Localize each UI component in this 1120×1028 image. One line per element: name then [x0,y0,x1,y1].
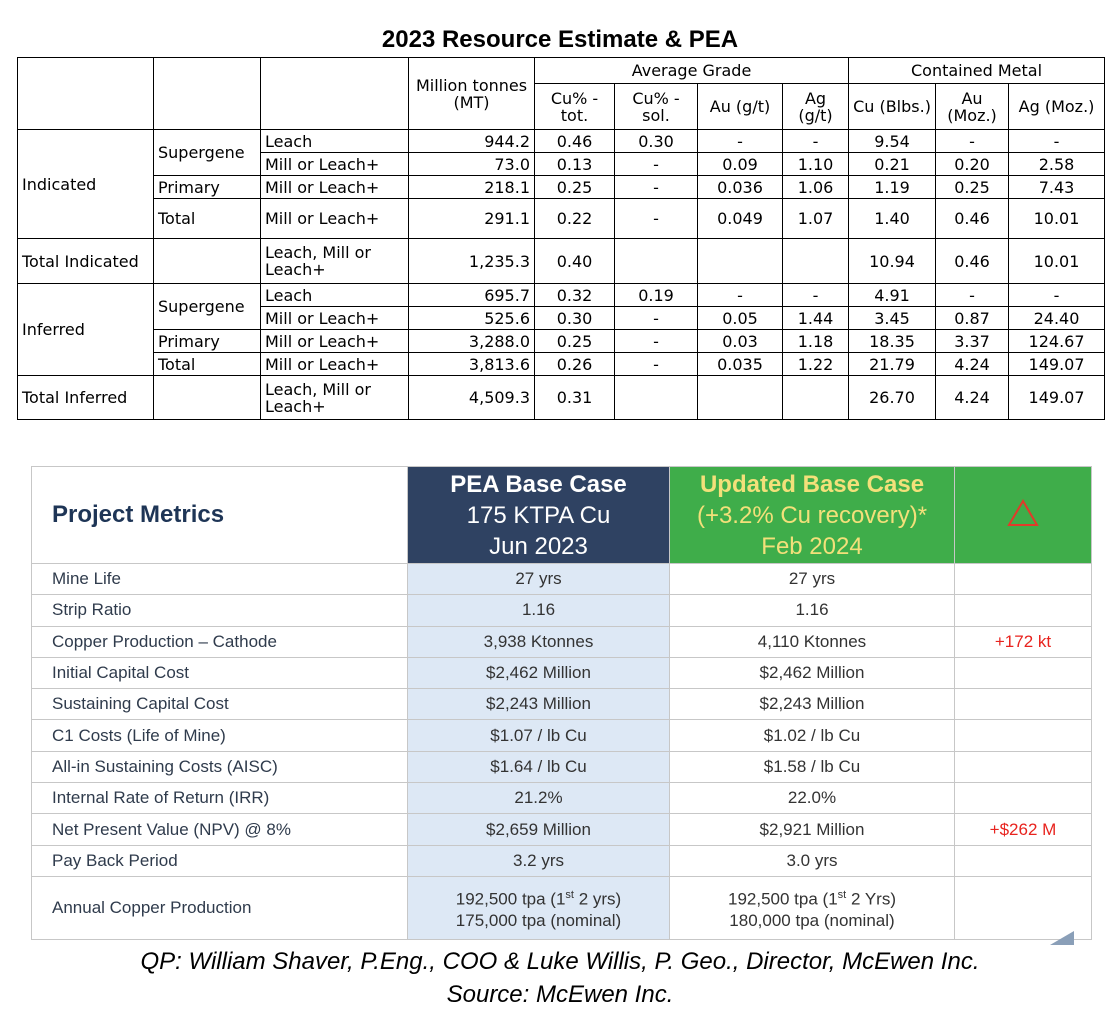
process-cell: Leach [261,284,409,307]
table-row [32,595,1092,626]
ag-metal-cell: 7.43 [1009,176,1105,199]
au-metal-cell: 0.46 [936,199,1009,239]
project-metrics-header: Project Metrics [32,467,408,564]
au-metal-cell: 0.87 [936,307,1009,330]
au-cell: 0.05 [698,307,783,330]
tonnes-cell: 4,509.3 [409,376,535,420]
ag-metal-cell: 24.40 [1009,307,1105,330]
base-value: $2,659 Million [408,814,670,845]
base-annual-line1: 192,500 tpa (1st 2 yrs) [455,889,622,909]
triangle-delta-icon [1006,498,1040,528]
cu-sol-cell: - [615,353,698,376]
updated-value: 4,110 Ktonnes [670,626,955,657]
subgroup-label: Primary [154,176,261,199]
corner-decoration [1050,931,1074,945]
base-value: 27 yrs [408,564,670,595]
subgroup-label: Supergene [154,130,261,176]
cu-sol-cell: 0.30 [615,130,698,153]
metric-label: All-in Sustaining Costs (AISC) [32,751,408,782]
delta-value: +172 kt [955,626,1092,657]
cu-metal-cell: 4.91 [849,284,936,307]
base-value: 3,938 Ktonnes [408,626,670,657]
cu-tot-cell: 0.26 [535,353,615,376]
subgroup-label: Total [154,199,261,239]
metric-label: Annual Copper Production [32,876,408,939]
metric-label: Initial Capital Cost [32,657,408,688]
cu-tot-cell: 0.32 [535,284,615,307]
footer [0,945,1120,1011]
table-row [32,783,1092,814]
table-row [32,751,1092,782]
delta-value [955,845,1092,876]
base-value: 3.2 yrs [408,845,670,876]
updated-value: 27 yrs [670,564,955,595]
cu-sol-cell: - [615,307,698,330]
ag-metal-cell: 124.67 [1009,330,1105,353]
cu-metal-cell: 1.40 [849,199,936,239]
au-metal-cell: 4.24 [936,353,1009,376]
ag-cell: - [783,130,849,153]
cu-metal-cell: 3.45 [849,307,936,330]
ag-cell: 1.18 [783,330,849,353]
delta-value [955,783,1092,814]
cu-tot-cell: 0.40 [535,239,615,284]
pea-base-subtitle: 175 KTPA Cu [466,501,611,529]
metric-label: C1 Costs (Life of Mine) [32,720,408,751]
ag-metal-cell: 10.01 [1009,199,1105,239]
tonnes-cell: 291.1 [409,199,535,239]
table-row [32,814,1092,845]
cu-sol-cell: - [615,176,698,199]
ag-metal-cell: 10.01 [1009,239,1105,284]
cu-metal-cell: 9.54 [849,130,936,153]
updated-annual-line2: 180,000 tpa (nominal) [729,910,895,930]
au-cell: 0.036 [698,176,783,199]
cu-sol-cell [615,376,698,420]
updated-value: $1.58 / lb Cu [670,751,955,782]
subgroup-label: Primary [154,330,261,353]
ag-metal-cell: 2.58 [1009,153,1105,176]
tonnes-cell: 3,288.0 [409,330,535,353]
process-cell: Mill or Leach+ [261,153,409,176]
updated-value: $2,243 Million [670,689,955,720]
process-cell: Mill or Leach+ [261,199,409,239]
cu-tot-cell: 0.30 [535,307,615,330]
source-credit: Source: McEwen Inc. [446,981,674,1008]
process-cell: Leach [261,130,409,153]
header-blank [154,58,261,130]
ag-metal-cell: - [1009,284,1105,307]
qp-credit: QP: William Shaver, P.Eng., COO & Luke Willis, P. Geo., Director, McEwen Inc. [140,948,980,975]
metric-label: Pay Back Period [32,845,408,876]
pea-base-title: PEA Base Case [450,470,627,498]
updated-base-date: Feb 2024 [761,532,863,560]
cu-metal-header: Cu (Blbs.) [849,84,936,130]
table-row [18,176,1105,199]
base-value: 21.2% [408,783,670,814]
tonnes-cell: 73.0 [409,153,535,176]
base-annual-line2: 175,000 tpa (nominal) [455,910,622,930]
cu-sol-header: Cu% - sol. [615,84,698,130]
resource-estimate-table [17,57,1105,420]
group-label: Total Inferred [18,376,154,420]
updated-value: $2,462 Million [670,657,955,688]
metric-label: Internal Rate of Return (IRR) [32,783,408,814]
blank-cell [154,376,261,420]
au-metal-cell: - [936,130,1009,153]
metric-label: Mine Life [32,564,408,595]
header-blank [18,58,154,130]
ag-cell: 1.06 [783,176,849,199]
cu-sol-cell: - [615,153,698,176]
process-cell: Mill or Leach+ [261,176,409,199]
au-cell: - [698,130,783,153]
tonnes-cell: 1,235.3 [409,239,535,284]
cu-sol-cell: - [615,199,698,239]
au-cell: 0.049 [698,199,783,239]
table-row [32,720,1092,751]
process-cell: Leach, Mill or Leach+ [261,239,409,284]
delta-value [955,657,1092,688]
table-row [32,626,1092,657]
updated-value: $2,921 Million [670,814,955,845]
pea-base-date: Jun 2023 [489,532,588,560]
cu-metal-cell: 1.19 [849,176,936,199]
ag-metal-header: Ag (Moz.) [1009,84,1105,130]
table-row [18,376,1105,420]
au-cell: - [698,284,783,307]
updated-value: 1.16 [670,595,955,626]
updated-value [670,876,955,939]
cu-tot-cell: 0.31 [535,376,615,420]
table-row [18,130,1105,153]
table-row [32,689,1092,720]
table-row [32,657,1092,688]
base-value: $2,462 Million [408,657,670,688]
base-value: $1.07 / lb Cu [408,720,670,751]
au-metal-cell: 0.46 [936,239,1009,284]
ag-cell [783,239,849,284]
tonnes-cell: 944.2 [409,130,535,153]
ag-cell: 1.07 [783,199,849,239]
au-metal-cell: 0.25 [936,176,1009,199]
ag-cell: - [783,284,849,307]
delta-value [955,595,1092,626]
page-title: 2023 Resource Estimate & PEA [381,26,739,53]
table-row [18,353,1105,376]
delta-header [955,467,1092,564]
cu-tot-cell: 0.25 [535,176,615,199]
table-row [32,845,1092,876]
au-metal-cell: 0.20 [936,153,1009,176]
cu-sol-cell [615,239,698,284]
contained-metal-header: Contained Metal [849,58,1105,84]
cu-sol-cell: 0.19 [615,284,698,307]
cu-metal-cell: 10.94 [849,239,936,284]
metric-label: Net Present Value (NPV) @ 8% [32,814,408,845]
delta-value [955,564,1092,595]
project-metrics-table [31,466,1092,940]
table-row [18,239,1105,284]
group-label: Total Indicated [18,239,154,284]
table-row [18,199,1105,239]
average-grade-header: Average Grade [535,58,849,84]
au-metal-header: Au (Moz.) [936,84,1009,130]
metric-label: Sustaining Capital Cost [32,689,408,720]
cu-metal-cell: 18.35 [849,330,936,353]
table-row [18,330,1105,353]
ag-metal-cell: 149.07 [1009,376,1105,420]
au-metal-cell: 3.37 [936,330,1009,353]
au-metal-cell: 4.24 [936,376,1009,420]
updated-value: 3.0 yrs [670,845,955,876]
table-row [32,564,1092,595]
au-cell: 0.035 [698,353,783,376]
tonnes-cell: 3,813.6 [409,353,535,376]
updated-annual-line1: 192,500 tpa (1st 2 Yrs) [728,889,896,909]
base-value: $2,243 Million [408,689,670,720]
cu-sol-cell: - [615,330,698,353]
ag-cell: 1.22 [783,353,849,376]
updated-base-title: Updated Base Case [699,470,925,498]
cu-tot-cell: 0.25 [535,330,615,353]
tonnes-header: Million tonnes (MT) [409,58,535,130]
process-cell: Mill or Leach+ [261,307,409,330]
ag-cell [783,376,849,420]
cu-tot-header: Cu% - tot. [535,84,615,130]
delta-value [955,689,1092,720]
ag-metal-cell: - [1009,130,1105,153]
base-value: $1.64 / lb Cu [408,751,670,782]
au-cell [698,239,783,284]
subgroup-label: Total [154,353,261,376]
group-label: Indicated [18,130,154,239]
cu-metal-cell: 0.21 [849,153,936,176]
delta-value [955,720,1092,751]
blank-cell [154,239,261,284]
delta-value [955,751,1092,782]
cu-tot-cell: 0.46 [535,130,615,153]
base-value: 1.16 [408,595,670,626]
process-cell: Mill or Leach+ [261,330,409,353]
cu-tot-cell: 0.13 [535,153,615,176]
tonnes-cell: 525.6 [409,307,535,330]
subgroup-label: Supergene [154,284,261,330]
group-label: Inferred [18,284,154,376]
cu-tot-cell: 0.22 [535,199,615,239]
updated-base-subtitle: (+3.2% Cu recovery)* [696,501,928,529]
table-row [32,876,1092,939]
updated-value: $1.02 / lb Cu [670,720,955,751]
cu-metal-cell: 26.70 [849,376,936,420]
header-blank [261,58,409,130]
ag-cell: 1.44 [783,307,849,330]
process-cell: Leach, Mill or Leach+ [261,376,409,420]
au-cell: 0.03 [698,330,783,353]
delta-value: +$262 M [955,814,1092,845]
process-cell: Mill or Leach+ [261,353,409,376]
au-cell [698,376,783,420]
au-grade-header: Au (g/t) [698,84,783,130]
updated-value: 22.0% [670,783,955,814]
ag-grade-header: Ag (g/t) [783,84,849,130]
table-row [18,284,1105,307]
base-value [408,876,670,939]
pea-base-case-header [408,467,670,564]
metric-label: Copper Production – Cathode [32,626,408,657]
tonnes-cell: 218.1 [409,176,535,199]
au-cell: 0.09 [698,153,783,176]
ag-cell: 1.10 [783,153,849,176]
metric-label: Strip Ratio [32,595,408,626]
cu-metal-cell: 21.79 [849,353,936,376]
au-metal-cell: - [936,284,1009,307]
updated-base-case-header [670,467,955,564]
tonnes-cell: 695.7 [409,284,535,307]
ag-metal-cell: 149.07 [1009,353,1105,376]
